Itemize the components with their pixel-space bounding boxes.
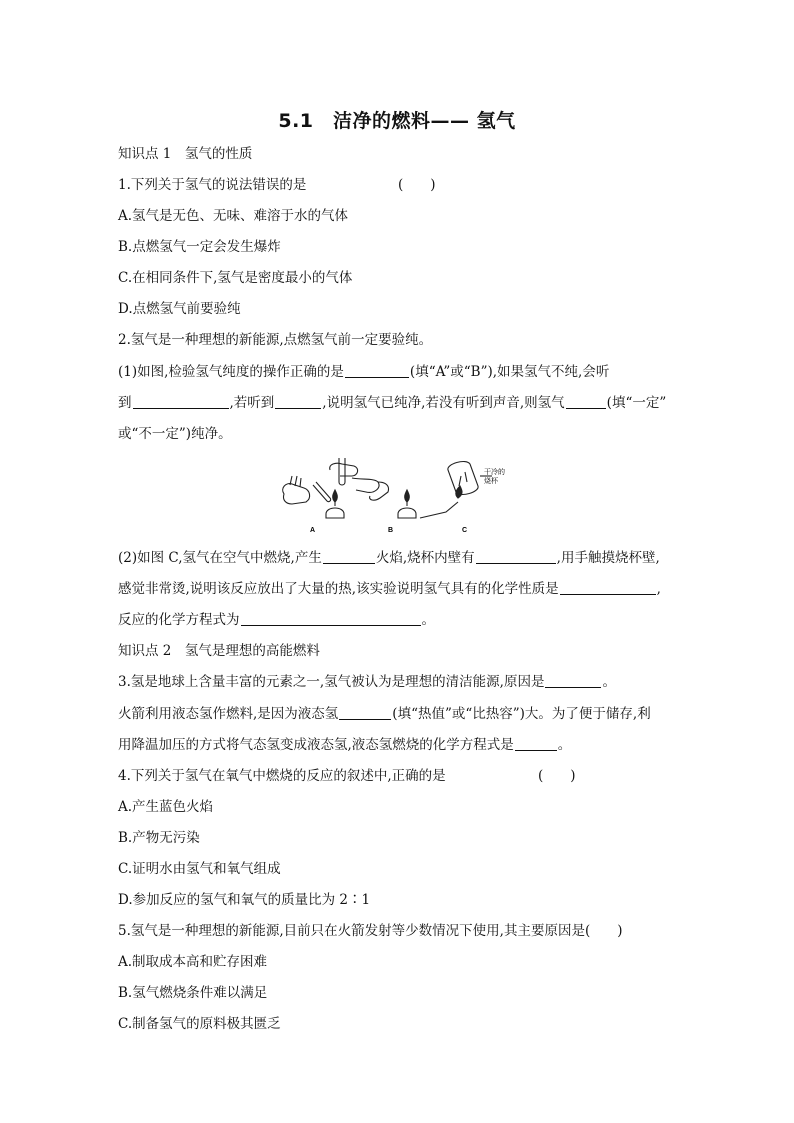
question-2-part-1-line-2: 到 ,若听到 ,说明氢气已纯净,若没有听到声音,则氢气 (填“一定” [118,395,667,411]
answer-blank[interactable] [545,673,601,688]
test-tube-b-icon [339,458,345,485]
question-5-stem: 5.氢气是一种理想的新能源,目前只在火箭发射等少数情况下使用,其主要原因是( ) [118,923,623,939]
answer-blank[interactable] [323,549,375,564]
question-4-option-d: D.参加反应的氢气和氧气的质量比为 2∶1 [118,892,371,908]
answer-blank[interactable] [345,363,409,378]
question-2-part-1-line-3: 或“不一定”)纯净。 [118,426,232,442]
question-3-line-1: 3.氢是地球上含量丰富的元素之一,氢气被认为是理想的清洁能源,原因是 。 [118,674,616,690]
question-2-part-2-line-3: 反应的化学方程式为 。 [118,612,435,628]
answer-paren[interactable]: ( ) [398,177,436,193]
answer-blank[interactable] [476,549,556,564]
question-4-option-c: C.证明水由氢气和氧气组成 [118,861,281,877]
burner-b-icon [398,508,416,518]
answer-blank[interactable] [339,705,391,720]
question-1-option-b: B.点燃氢气一定会发生爆炸 [118,239,281,255]
answer-blank[interactable] [515,736,557,751]
question-1-stem [118,176,436,194]
page-title: 5.1 洁净的燃料—— 氢气 [278,110,516,132]
section-heading-2: 知识点 2 氢气是理想的高能燃料 [118,643,320,659]
answer-blank[interactable] [133,394,229,409]
answer-blank[interactable] [241,611,421,626]
hand-b-icon [330,463,358,476]
answer-blank[interactable] [275,394,321,409]
beaker-c-icon [448,462,478,495]
question-4-stem: 4.下列关于氢气在氧气中燃烧的反应的叙述中,正确的是 ( ) [118,768,576,784]
flame-a-icon [333,490,338,502]
glass-jet-icon [420,502,458,518]
answer-blank[interactable] [560,580,656,595]
question-4-option-b: B.产物无污染 [118,830,200,846]
question-2-stem: 2.氢气是一种理想的新能源,点燃氢气前一定要验纯。 [118,332,433,348]
question-5-option-c: C.制备氢气的原料极其匮乏 [118,1016,281,1032]
question-5-option-a: A.制取成本高和贮存困难 [118,954,268,970]
question-5-option-b: B.氢气燃烧条件难以满足 [118,985,268,1001]
figure-note-2: 烧杯 [484,478,498,485]
question-2-part-2-line-1: (2)如图 C,氢气在空气中燃烧,产生 火焰,烧杯内壁有 ,用手触摸烧杯壁, [118,550,660,566]
test-tube-a-icon [313,482,331,502]
flame-b-icon [405,490,410,502]
question-1-option-d: D.点燃氢气前要验纯 [118,301,241,317]
question-3-line-2: 火箭利用液态氢作燃料,是因为液态氢 (填“热值”或“比热容”)大。为了便于储存,利 [118,706,651,722]
figure-label-b: B [388,527,394,534]
question-3-line-3: 用降温加压的方式将气态氢变成液态氢,液态氢燃烧的化学方程式是 。 [118,737,572,753]
section-heading-1: 知识点 1 氢气的性质 [118,146,253,162]
flame-c-icon [456,486,462,498]
burner-a-icon [326,508,344,518]
question-1-option-c: C.在相同条件下,氢气是密度最小的气体 [118,270,353,286]
question-1-option-a: A.氢气是无色、无味、难溶于水的气体 [118,208,349,224]
figure-label-c: C [462,527,468,534]
hand-a-icon [283,484,310,504]
hydrogen-purity-test-figure [270,452,530,536]
question-2-part-1-line-1: (1)如图,检验氢气纯度的操作正确的是 (填“A”或“B”),如果氢气不纯,会听 [118,364,610,380]
figure-label-a: A [310,527,316,534]
answer-blank[interactable] [566,394,606,409]
answer-paren[interactable]: ( ) [538,768,576,784]
question-1-text: 1.下列关于氢气的说法错误的是 [118,177,307,193]
question-2-part-2-line-2: 感觉非常烫,说明该反应放出了大量的热,该实验说明氢气具有的化学性质是 , [118,581,661,597]
figure-note-1: 干冷的 [484,469,505,476]
question-4-option-a: A.产生蓝色火焰 [118,799,214,815]
